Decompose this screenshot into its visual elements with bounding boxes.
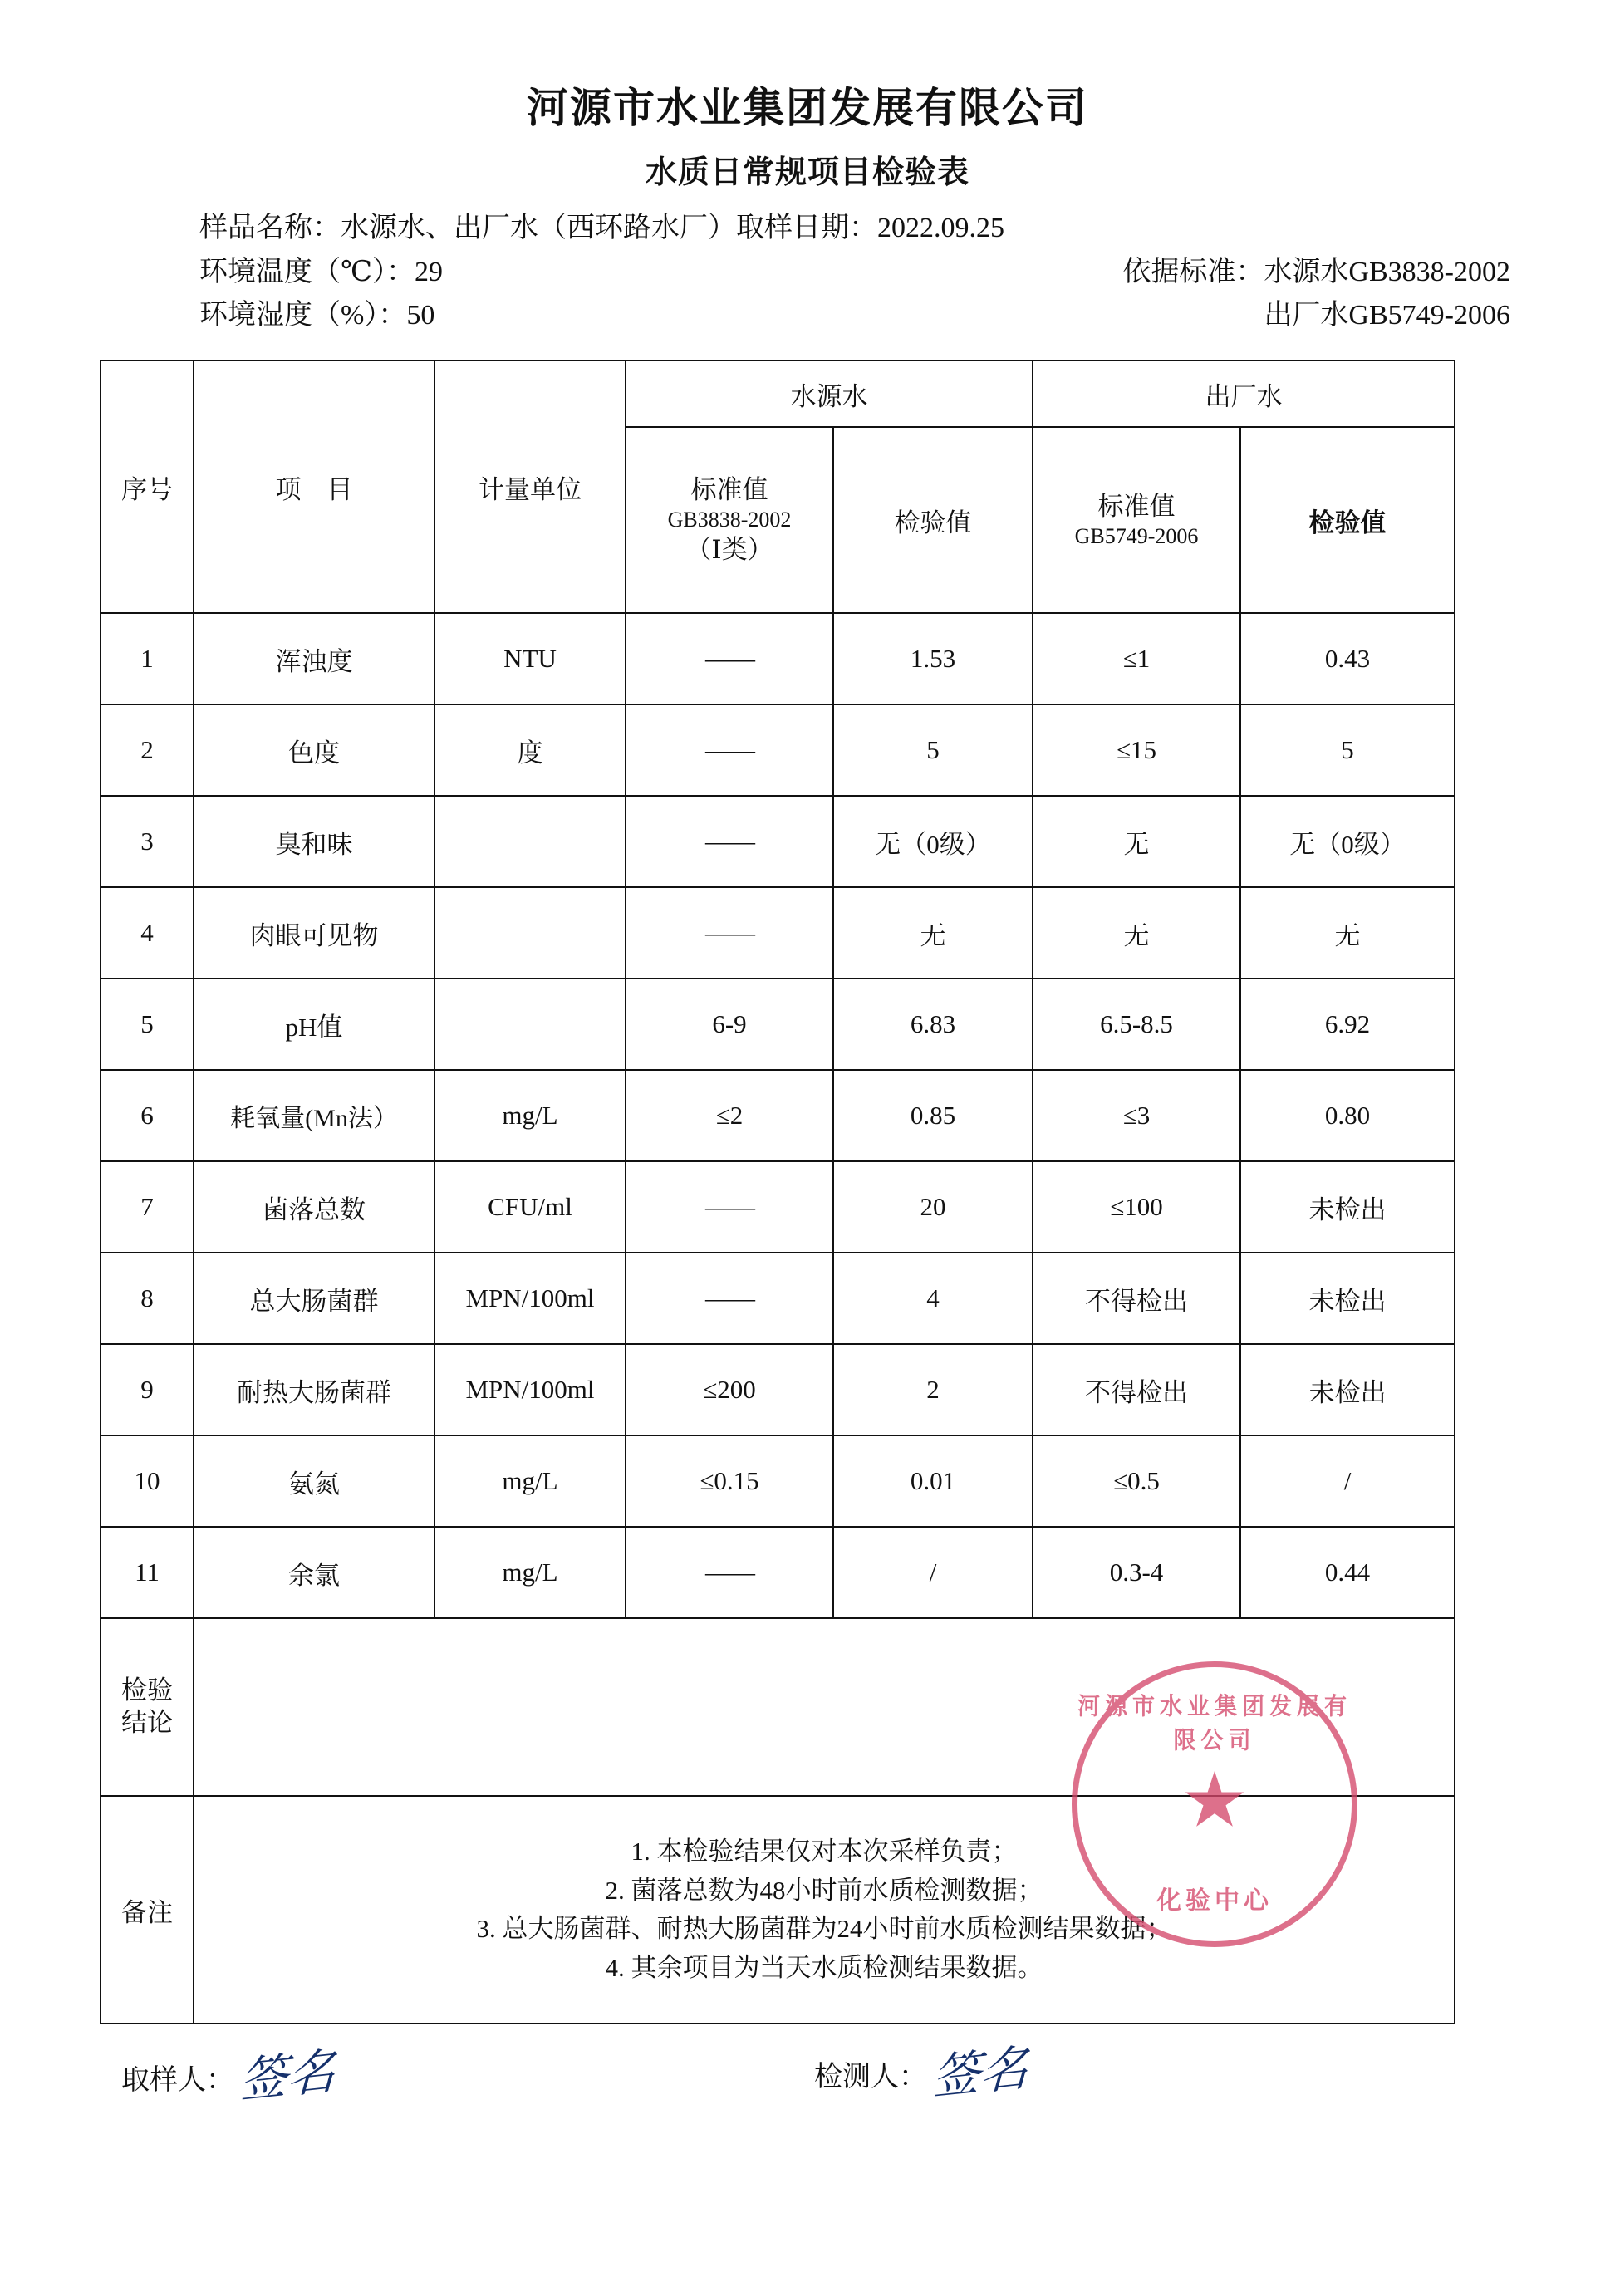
remark-label: 备注 (101, 1796, 194, 2024)
row-item: 浑浊度 (194, 613, 434, 704)
row-finished-standard: ≤15 (1033, 704, 1240, 796)
row-no: 1 (101, 613, 194, 704)
row-source-standard: —— (626, 1527, 833, 1618)
row-item: 菌落总数 (194, 1161, 434, 1253)
remark-line-4: 4. 其余项目为当天水质检测结果数据。 (605, 1952, 1043, 1982)
row-source-value: 6.83 (833, 979, 1033, 1070)
remark-line-2: 2. 菌落总数为48小时前水质检测数据； (605, 1875, 1043, 1905)
row-unit: 度 (434, 704, 626, 796)
row-unit: mg/L (434, 1435, 626, 1527)
signature-area (100, 2038, 1454, 2146)
table-row (101, 979, 1455, 1070)
row-source-standard: —— (626, 796, 833, 887)
row-source-value: 1.53 (833, 613, 1033, 704)
ambient-humidity-label: 环境湿度（%）：50 (199, 300, 435, 331)
row-finished-value: 0.44 (1240, 1527, 1455, 1618)
row-finished-value: 无 (1240, 887, 1455, 979)
row-finished-standard: 0.3-4 (1033, 1527, 1240, 1618)
table-row (101, 1527, 1455, 1618)
meta-row-humidity (199, 294, 1515, 338)
company-name: 河源市水业集团发展有限公司 (527, 85, 1088, 131)
page-title: 水质日常规项目检验表 (645, 155, 969, 190)
row-source-standard: —— (626, 613, 833, 704)
sample-date-label: 取样日期：2022.09.25 (736, 213, 1004, 243)
row-source-value: 0.01 (833, 1435, 1033, 1527)
row-finished-value: 无（0级） (1240, 796, 1455, 887)
row-finished-value: 未检出 (1240, 1344, 1455, 1435)
row-finished-value: 5 (1240, 704, 1455, 796)
table-row (101, 887, 1455, 979)
row-source-value: 无（0级） (833, 796, 1033, 887)
row-no: 9 (101, 1344, 194, 1435)
sample-name-label: 样品名称：水源水、出厂水（西环路水厂） (199, 213, 736, 243)
star-icon: ★ (1180, 1758, 1249, 1843)
row-finished-value: / (1240, 1435, 1455, 1527)
row-no: 8 (101, 1253, 194, 1344)
meta-row-sample (199, 207, 1515, 251)
row-source-standard: ≤200 (626, 1344, 833, 1435)
row-item: 耗氧量(Mn法） (194, 1070, 434, 1161)
table-group-header-row (101, 361, 1455, 427)
row-item: 肉眼可见物 (194, 887, 434, 979)
stamp-top-text: 河源市水业集团发展有限公司 (1077, 1693, 1352, 1754)
row-no: 11 (101, 1527, 194, 1618)
conclusion-row (101, 1618, 1455, 1796)
row-finished-standard: 6.5-8.5 (1033, 979, 1240, 1070)
row-source-standard: ≤0.15 (626, 1435, 833, 1527)
table-row (101, 1161, 1455, 1253)
row-unit: CFU/ml (434, 1161, 626, 1253)
row-finished-value: 0.80 (1240, 1070, 1455, 1161)
water-quality-table (100, 360, 1455, 2024)
table-row (101, 1253, 1455, 1344)
row-source-standard: ≤2 (626, 1070, 833, 1161)
row-source-value: 无 (833, 887, 1033, 979)
row-item: 氨氮 (194, 1435, 434, 1527)
header-finished-standard-line2: GB5749-2006 (1074, 523, 1199, 548)
remark-row (101, 1796, 1455, 2024)
row-no: 2 (101, 704, 194, 796)
row-source-value: 2 (833, 1344, 1033, 1435)
row-finished-standard: 不得检出 (1033, 1253, 1240, 1344)
tester-label: 检测人： (814, 2062, 927, 2093)
conclusion-label-line1: 检验 (121, 1675, 173, 1705)
row-finished-standard: 不得检出 (1033, 1344, 1240, 1435)
tester-signature-block (814, 2038, 1029, 2107)
row-item: 臭和味 (194, 796, 434, 887)
row-source-standard: —— (626, 704, 833, 796)
row-source-value: 5 (833, 704, 1033, 796)
header-finished-standard-line1: 标准值 (1097, 491, 1176, 521)
header-no: 序号 (101, 361, 194, 613)
header-source-standard-line1: 标准值 (690, 474, 768, 504)
header-group-finished-water: 出厂水 (1033, 361, 1455, 427)
row-item: 总大肠菌群 (194, 1253, 434, 1344)
row-item: pH值 (194, 979, 434, 1070)
header-finished-value: 检验值 (1240, 427, 1455, 613)
remark-text (194, 1796, 1455, 2024)
row-unit: mg/L (434, 1070, 626, 1161)
row-finished-standard: 无 (1033, 887, 1240, 979)
row-unit: MPN/100ml (434, 1344, 626, 1435)
row-no: 4 (101, 887, 194, 979)
header-source-value: 检验值 (833, 427, 1033, 613)
row-source-value: 4 (833, 1253, 1033, 1344)
remark-line-1: 1. 本检验结果仅对本次采样负责； (631, 1837, 1018, 1867)
meta-row-temperature (199, 251, 1515, 295)
table-row (101, 1344, 1455, 1435)
stamp-bottom-text: 化验中心 (1156, 1887, 1273, 1915)
row-finished-standard: ≤3 (1033, 1070, 1240, 1161)
header-group-source-water: 水源水 (626, 361, 1033, 427)
sampler-label: 取样人： (121, 2065, 234, 2097)
row-no: 5 (101, 979, 194, 1070)
row-finished-value: 未检出 (1240, 1161, 1455, 1253)
row-no: 6 (101, 1070, 194, 1161)
sampler-signature-block (121, 2042, 336, 2110)
conclusion-label (101, 1618, 194, 1796)
row-source-value: / (833, 1527, 1033, 1618)
table-row (101, 613, 1455, 704)
row-finished-value: 未检出 (1240, 1253, 1455, 1344)
table-row (101, 1435, 1455, 1527)
row-unit (434, 796, 626, 887)
row-source-standard: 6-9 (626, 979, 833, 1070)
row-item: 耐热大肠菌群 (194, 1344, 434, 1435)
tester-signature: 签名 (931, 2038, 1029, 2107)
row-finished-value: 6.92 (1240, 979, 1455, 1070)
standard-basis-label-2: 出厂水GB5749-2006 (1264, 300, 1510, 331)
meta-block (100, 207, 1515, 338)
header-source-standard-line2: GB3838-2002 (667, 507, 792, 532)
row-unit: NTU (434, 613, 626, 704)
row-source-standard: —— (626, 1161, 833, 1253)
row-item: 色度 (194, 704, 434, 796)
row-no: 3 (101, 796, 194, 887)
header-source-standard-line3: （Ⅰ类） (685, 535, 773, 565)
row-finished-value: 0.43 (1240, 613, 1455, 704)
row-finished-standard: ≤1 (1033, 613, 1240, 704)
row-no: 10 (101, 1435, 194, 1527)
row-finished-standard: ≤100 (1033, 1161, 1240, 1253)
row-unit: MPN/100ml (434, 1253, 626, 1344)
row-item: 余氯 (194, 1527, 434, 1618)
row-no: 7 (101, 1161, 194, 1253)
conclusion-label-line2: 结论 (121, 1708, 173, 1738)
conclusion-text (194, 1618, 1455, 1796)
sampler-signature: 签名 (238, 2042, 336, 2110)
row-source-standard: —— (626, 887, 833, 979)
standard-basis-label: 依据标准：水源水GB3838-2002 (1122, 256, 1510, 287)
table-row (101, 704, 1455, 796)
header-item: 项 目 (194, 361, 434, 613)
row-unit (434, 887, 626, 979)
row-finished-standard: ≤0.5 (1033, 1435, 1240, 1527)
ambient-temperature-label: 环境温度（℃）：29 (199, 256, 444, 287)
row-source-value: 0.85 (833, 1070, 1033, 1161)
remark-line-3: 3. 总大肠菌群、耐热大肠菌群为24小时前水质检测结果数据； (476, 1914, 1172, 1944)
row-unit (434, 979, 626, 1070)
table-row (101, 1070, 1455, 1161)
header-source-standard (626, 427, 833, 613)
row-source-standard: —— (626, 1253, 833, 1344)
table-row (101, 796, 1455, 887)
header-finished-standard (1033, 427, 1240, 613)
row-unit: mg/L (434, 1527, 626, 1618)
row-source-value: 20 (833, 1161, 1033, 1253)
header-unit: 计量单位 (434, 361, 626, 613)
row-finished-standard: 无 (1033, 796, 1240, 887)
